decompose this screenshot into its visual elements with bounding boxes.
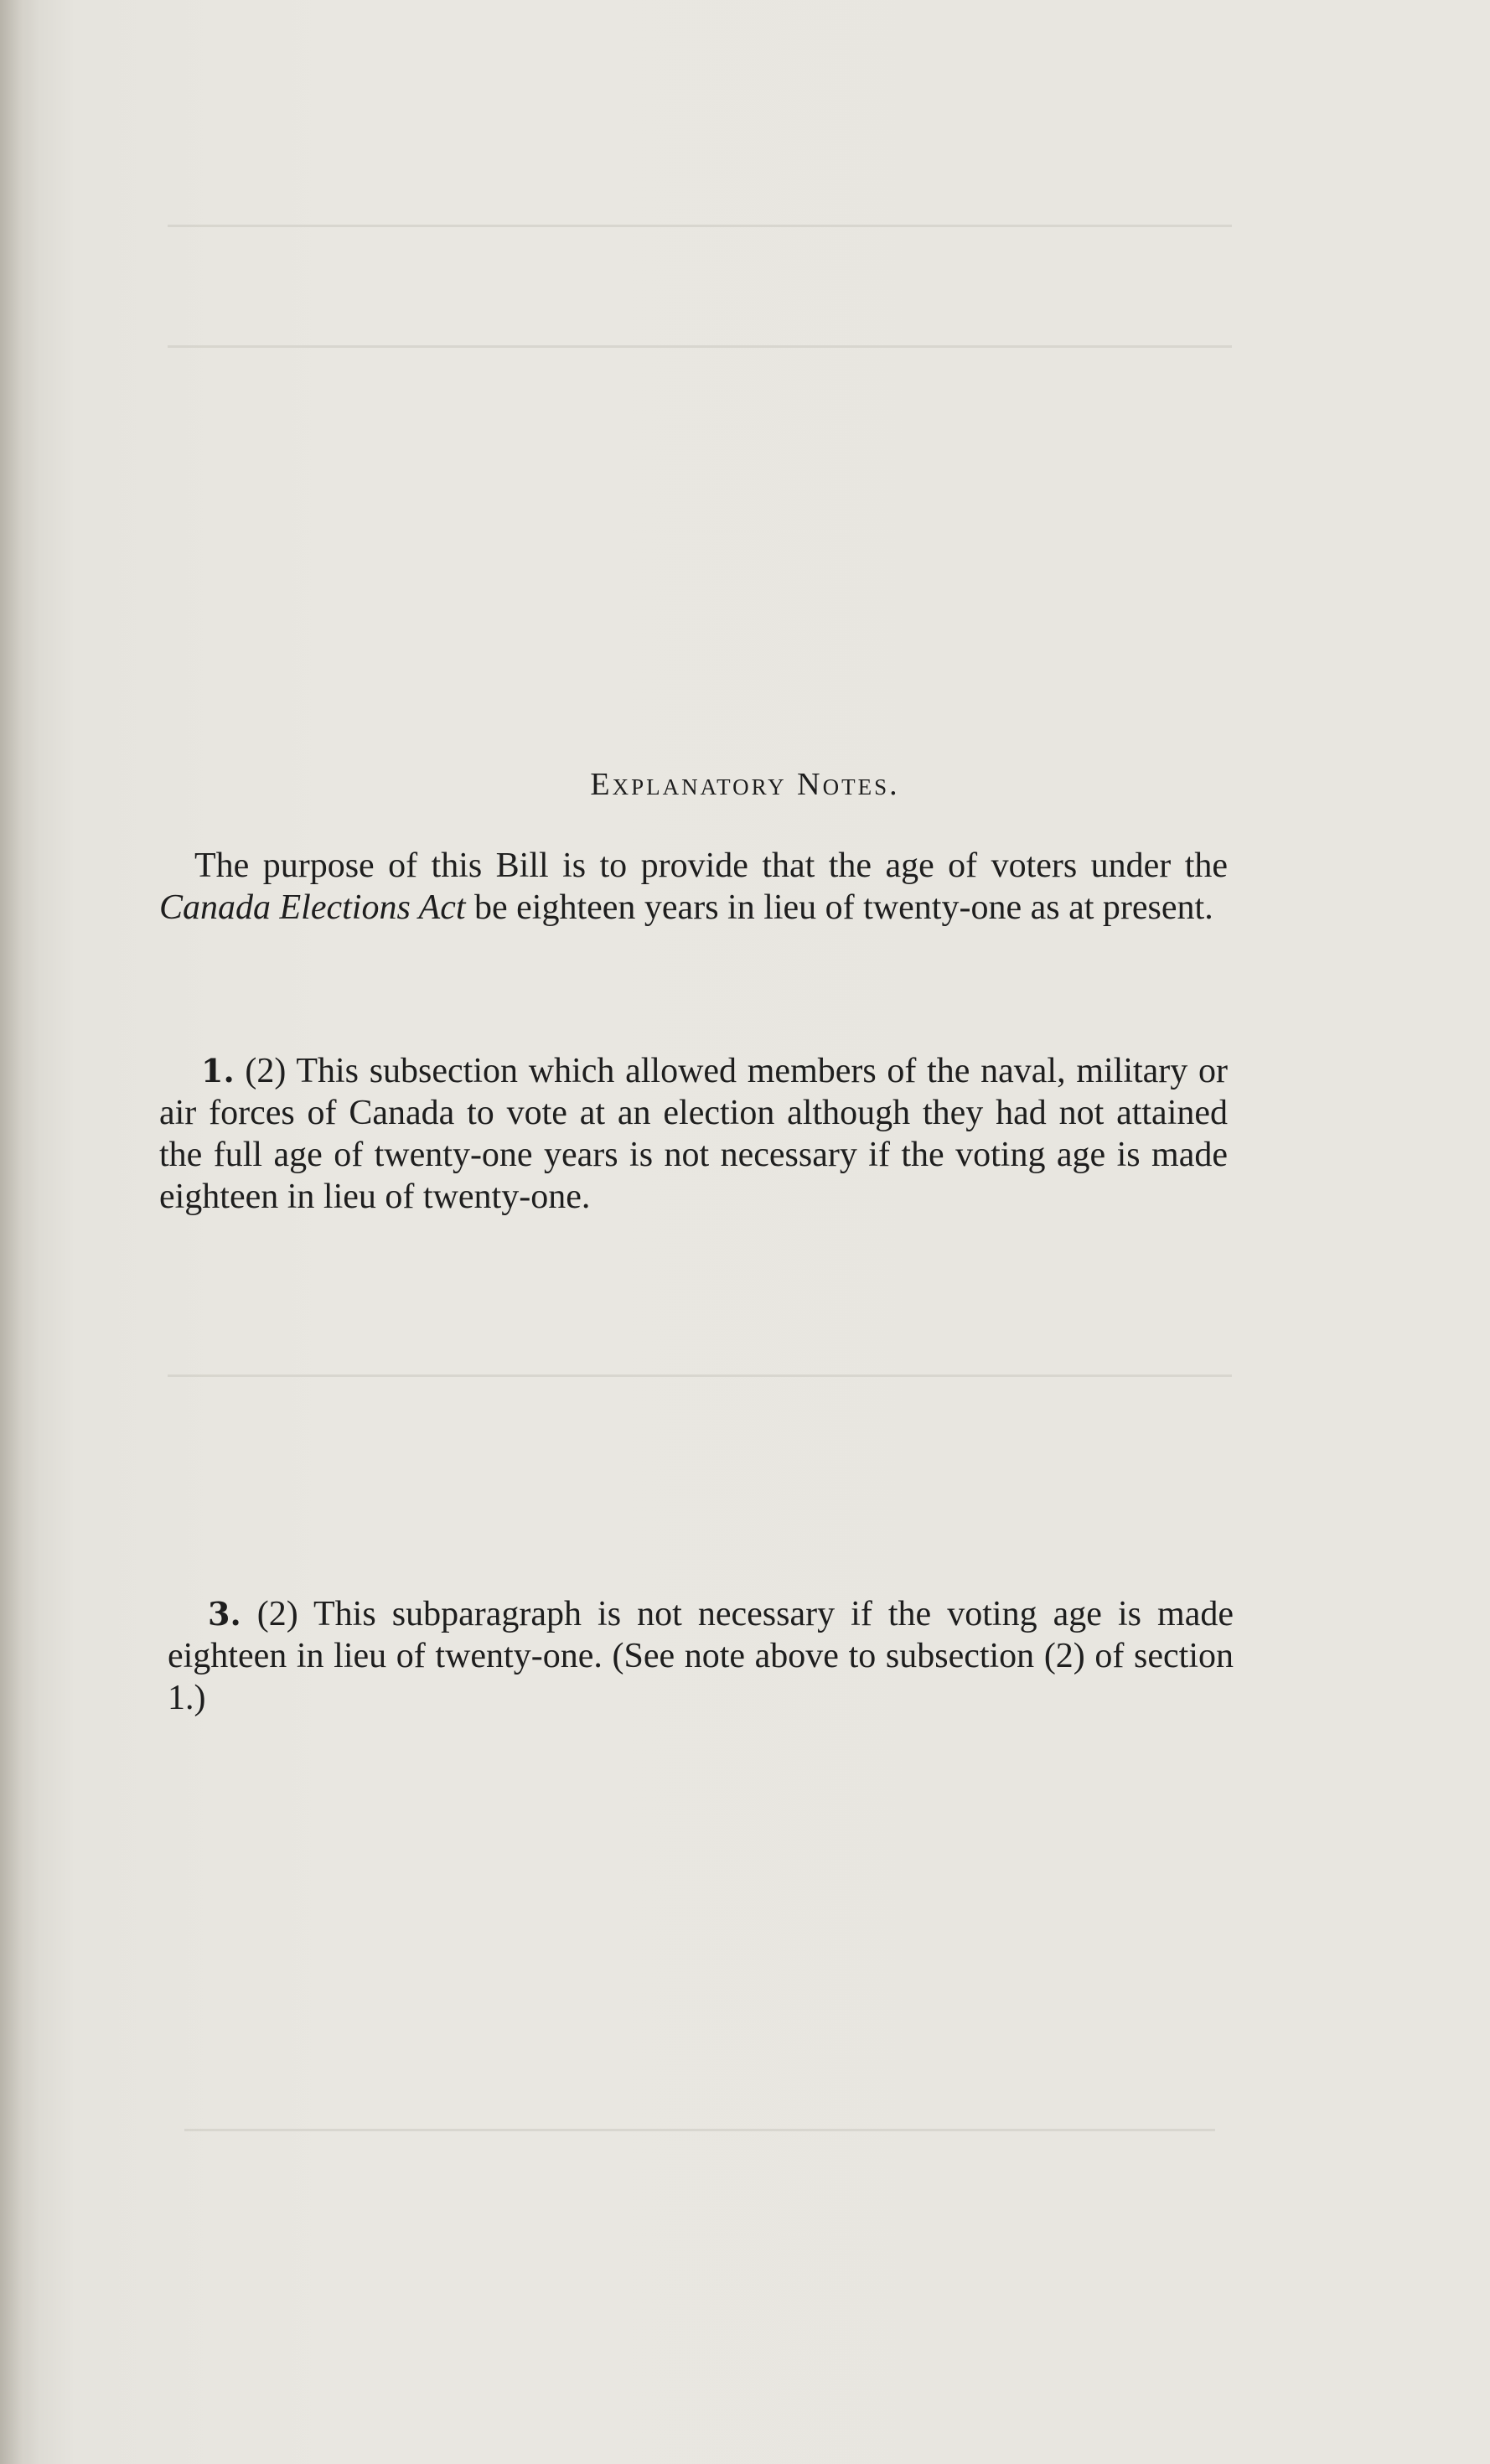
intro-text-end: be eighteen years in lieu of twenty-one as at present. (465, 888, 1213, 927)
show-through-rule (168, 345, 1232, 348)
note-text: (2) This subsection which allowed members of the naval, military or air forces of Canada to vote at an election although they had not attained the full age of twenty-one years is not necessary if the voting age is made eighteen in lieu of twenty-one. (159, 1052, 1228, 1216)
note-text: (2) This subparagraph is not necessary if the voting age is made eighteen in lieu of twenty-one. (See note above to subsection (2) of section 1.) (168, 1595, 1234, 1717)
show-through-rule (184, 2129, 1215, 2131)
binding-shadow (0, 0, 39, 2464)
section-number: 1. (201, 1052, 235, 1090)
explanatory-notes-heading: Explanatory Notes. (590, 767, 900, 802)
section-number: 3. (208, 1595, 241, 1633)
note-section-1 (159, 1050, 1228, 1218)
note-section-3 (168, 1593, 1234, 1719)
intro-paragraph (159, 845, 1228, 929)
show-through-rule (168, 1374, 1232, 1377)
intro-text: The purpose of this Bill is to provide that the age of voters under the (194, 846, 1228, 885)
act-title: Canada Elections Act (159, 888, 466, 927)
show-through-rule (168, 225, 1232, 227)
